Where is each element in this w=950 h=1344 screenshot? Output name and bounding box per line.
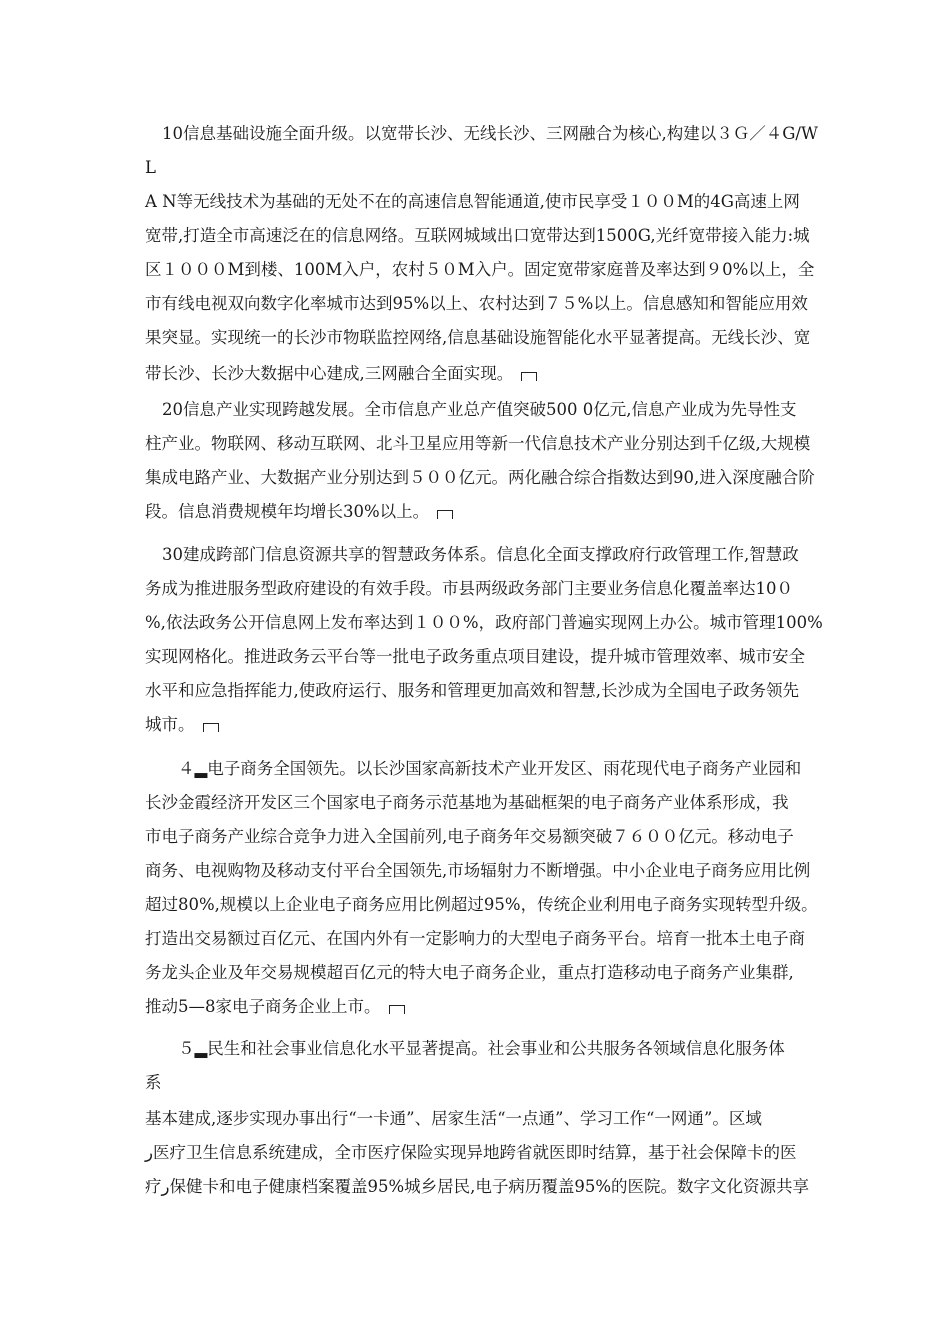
paragraph-4-line-6: 打造出交易额过百亿元、在国内外有一定影响力的大型电子商务平台。培育一批本土电子商 — [145, 929, 805, 948]
paragraph-end-mark — [437, 510, 453, 519]
paragraph-1-line-3: A N等无线技术为基础的无处不在的高速信息智能通道,使市民享受１００M的4G高速上网 — [145, 192, 800, 211]
paragraph-end-mark — [203, 723, 219, 732]
paragraph-5-line-1: ５▂民生和社会事业信息化水平显著提高。社会事业和公共服务各领域信息化服务体 — [178, 1039, 785, 1058]
paragraph-4-line-8-text: 推动5—8家电子商务企业上市。 — [145, 997, 381, 1016]
paragraph-5-line-3: 基本建成,逐步实现办事出行“一卡通”、居家生活“一点通”、学习工作“一网通”。区域 — [145, 1109, 762, 1128]
paragraph-4-line-1: ４▂电子商务全国领先。以长沙国家高新技术产业开发区、雨花现代电子商务产业园和 — [178, 759, 802, 778]
paragraph-4-line-2: 长沙金霞经济开发区三个国家电子商务示范基地为基础框架的电子商务产业体系形成，我 — [145, 793, 789, 812]
paragraph-2-line-2: 柱产业。物联网、移动互联网、北斗卫星应用等新一代信息技术产业分别达到千亿级,大规模 — [145, 434, 811, 453]
paragraph-2-line-3: 集成电路产业、大数据产业分别达到５００亿元。两化融合综合指数达到90,进入深度融合阶 — [145, 468, 815, 487]
paragraph-1-line-8 — [145, 363, 537, 385]
paragraph-1-line-8-text: 带长沙、长沙大数据中心建成,三网融合全面实现。 — [145, 364, 514, 383]
paragraph-3-line-6-text: 城市。 — [145, 715, 195, 734]
paragraph-1-line-4: 宽带,打造全市高速泛在的信息网络。互联网城域出口宽带达到1500G,光纤宽带接入能力:城 — [145, 226, 810, 245]
paragraph-3-line-3: %,依法政务公开信息网上发布率达到１００%，政府部门普遍实现网上办公。城市管理100% — [145, 613, 823, 632]
paragraph-4-line-7: 务龙头企业及年交易规模超百亿元的特大电子商务企业，重点打造移动电子商务产业集群, — [145, 963, 794, 982]
paragraph-4-line-4: 商务、电视购物及移动支付平台全国领先,市场辐射力不断增强。中小企业电子商务应用比例 — [145, 861, 811, 880]
paragraph-end-mark — [389, 1005, 405, 1014]
paragraph-1-line-6: 市有线电视双向数字化率城市达到95%以上、农村达到７５%以上。信息感知和智能应用效 — [145, 294, 808, 313]
paragraph-5-line-5: 疗ر保健卡和电子健康档案覆盖95%城乡居民,电子病历覆盖95%的医院。数字文化资源共享 — [145, 1177, 810, 1196]
paragraph-3-line-1: 30建成跨部门信息资源共享的智慧政务体系。信息化全面支撑政府行政管理工作,智慧政 — [162, 545, 799, 564]
paragraph-3-line-4: 实现网格化。推进政务云平台等一批电子政务重点项目建设，提升城市管理效率、城市安全 — [145, 647, 805, 666]
paragraph-1-line-7: 果突显。实现统一的长沙市物联监控网络,信息基础设施智能化水平显著提高。无线长沙、宽 — [145, 328, 811, 347]
paragraph-4-line-8 — [145, 996, 405, 1018]
paragraph-1-line-2: L — [145, 158, 156, 177]
paragraph-3-line-6 — [145, 714, 219, 736]
paragraph-1-line-5: 区１０００M到楼、100M入户，农村５０M入户。固定宽带家庭普及率达到９0%以上，全 — [145, 260, 815, 279]
paragraph-3-line-2: 务成为推进服务型政府建设的有效手段。市县两级政务部门主要业务信息化覆盖率达10０ — [145, 579, 793, 598]
paragraph-1-line-1: 10信息基础设施全面升级。以宽带长沙、无线长沙、三网融合为核心,构建以３Ｇ／４G/W — [162, 124, 818, 143]
paragraph-2-line-4-text: 段。信息消费规模年均增长30%以上。 — [145, 502, 430, 521]
paragraph-end-mark — [521, 372, 537, 381]
paragraph-2-line-1: 20信息产业实现跨越发展。全市信息产业总产值突破500 0亿元,信息产业成为先导性支 — [162, 400, 797, 419]
paragraph-2-line-4 — [145, 501, 453, 523]
paragraph-5-line-4: ر医疗卫生信息系统建成，全市医疗保险实现异地跨省就医即时结算，基于社会保障卡的医 — [145, 1143, 797, 1162]
paragraph-5-line-2: 系 — [145, 1073, 162, 1092]
paragraph-4-line-3: 市电子商务产业综合竞争力进入全国前列,电子商务年交易额突破７６００亿元。移动电子 — [145, 827, 794, 846]
paragraph-3-line-5: 水平和应急指挥能力,使政府运行、服务和管理更加高效和智慧,长沙成为全国电子政务领先 — [145, 681, 799, 700]
paragraph-4-line-5: 超过80%,规模以上企业电子商务应用比例超过95%，传统企业利用电子商务实现转型升级。 — [145, 895, 818, 914]
